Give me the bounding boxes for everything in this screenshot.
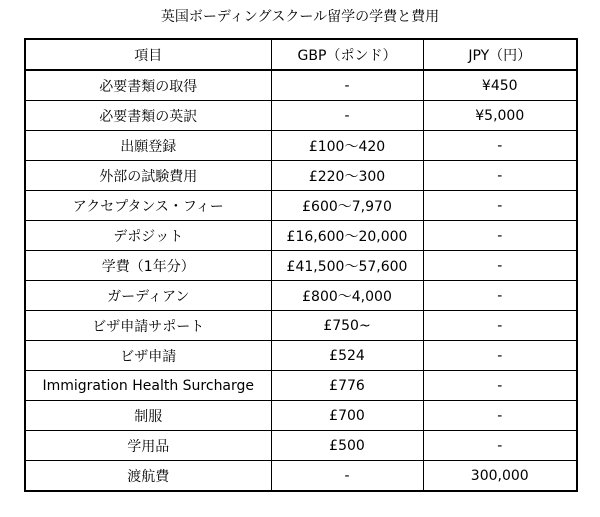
- cost-table: [24, 38, 578, 492]
- cell-jpy: ¥5,000: [423, 101, 577, 131]
- table-row: [25, 101, 577, 131]
- cell-item: デポジット: [25, 221, 271, 251]
- table-row: [25, 70, 577, 101]
- table-row: [25, 161, 577, 191]
- cell-jpy: -: [423, 221, 577, 251]
- table-row: [25, 431, 577, 461]
- table-row: [25, 371, 577, 401]
- table-row: [25, 401, 577, 431]
- header-jpy: JPY（円）: [423, 39, 577, 70]
- table-row: [25, 191, 577, 221]
- cell-jpy: -: [423, 251, 577, 281]
- cell-gbp: -: [271, 70, 423, 101]
- table-row: [25, 341, 577, 371]
- cell-item: 学費（1年分）: [25, 251, 271, 281]
- cell-item: 必要書類の英訳: [25, 101, 271, 131]
- cell-gbp: £100～420: [271, 131, 423, 161]
- table-row: [25, 311, 577, 341]
- cell-item: 必要書類の取得: [25, 70, 271, 101]
- cell-gbp: £700: [271, 401, 423, 431]
- cell-item: アクセプタンス・フィー: [25, 191, 271, 221]
- cell-jpy: -: [423, 281, 577, 311]
- cell-gbp: £750~: [271, 311, 423, 341]
- cell-item: 制服: [25, 401, 271, 431]
- cell-item: ビザ申請: [25, 341, 271, 371]
- cell-jpy: -: [423, 431, 577, 461]
- cell-jpy: -: [423, 341, 577, 371]
- cell-jpy: -: [423, 371, 577, 401]
- cell-jpy: ¥450: [423, 70, 577, 101]
- page-title: 英国ボーディングスクール留学の学費と費用: [160, 9, 440, 25]
- cell-gbp: £524: [271, 341, 423, 371]
- cell-jpy: -: [423, 401, 577, 431]
- cell-item: 出願登録: [25, 131, 271, 161]
- cell-jpy: -: [423, 191, 577, 221]
- cell-gbp: £220～300: [271, 161, 423, 191]
- cell-gbp: £41,500～57,600: [271, 251, 423, 281]
- cell-gbp: -: [271, 101, 423, 131]
- table-row: [25, 281, 577, 311]
- cell-item: ビザ申請サポート: [25, 311, 271, 341]
- cell-gbp: £776: [271, 371, 423, 401]
- header-gbp: GBP（ポンド）: [271, 39, 423, 70]
- header-row: [25, 39, 577, 70]
- cell-gbp: £600～7,970: [271, 191, 423, 221]
- cell-jpy: -: [423, 161, 577, 191]
- table-row: [25, 461, 577, 492]
- cell-jpy: -: [423, 311, 577, 341]
- table-row: [25, 251, 577, 281]
- cell-gbp: £500: [271, 431, 423, 461]
- cell-item: ガーディアン: [25, 281, 271, 311]
- cell-gbp: -: [271, 461, 423, 492]
- table-row: [25, 221, 577, 251]
- cell-item: 外部の試験費用: [25, 161, 271, 191]
- cell-item: 学用品: [25, 431, 271, 461]
- cell-gbp: £16,600～20,000: [271, 221, 423, 251]
- cell-jpy: -: [423, 131, 577, 161]
- cell-item: 渡航費: [25, 461, 271, 492]
- cell-item: Immigration Health Surcharge: [25, 371, 271, 401]
- cell-jpy: 300,000: [423, 461, 577, 492]
- cell-gbp: £800～4,000: [271, 281, 423, 311]
- header-item: 項目: [25, 39, 271, 70]
- table-row: [25, 131, 577, 161]
